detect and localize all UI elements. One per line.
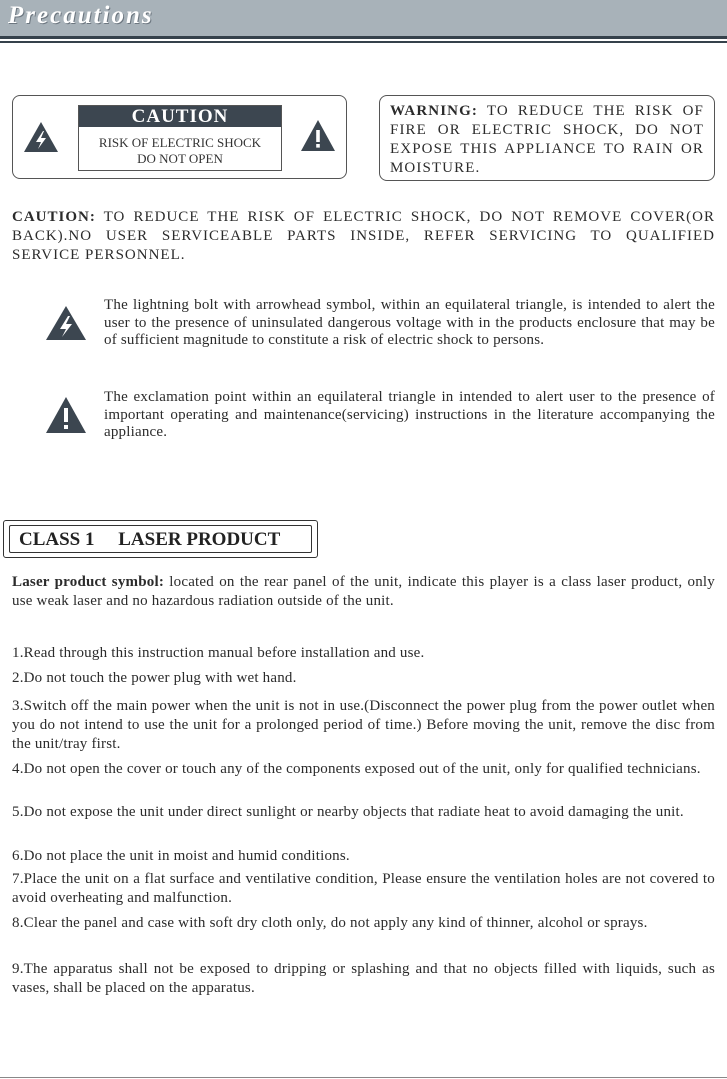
header-bar [0, 0, 727, 36]
caution-subtext [79, 135, 281, 167]
lightning-bolt-warning-icon [45, 305, 87, 341]
caution-line-2: DO NOT OPEN [137, 151, 223, 166]
caution-label [78, 105, 282, 171]
caution-notice-text: TO REDUCE THE RISK OF ELECTRIC SHOCK, DO NOT REMOVE COVER(OR BACK).NO USER SERVICEABLE PARTS INSIDE, REFER SERVICING TO QUALIFIED SERVICE PERSONNEL. [12, 209, 715, 263]
caution-notice [12, 208, 715, 265]
instruction-item: 7.Place the unit on a flat surface and ventilative condition, Please ensure the ventilation holes are not covered to avoid overheating and malfunction. [12, 871, 715, 906]
caution-notice-label: CAUTION: [12, 209, 96, 225]
header-divider [0, 36, 727, 39]
caution-label-box [12, 95, 347, 179]
lightning-symbol-description: The lightning bolt with arrowhead symbol, within an equilateral triangle, is intended to alert the user to the presence of uninsulated dangerous voltage with in the products enclosure that may be of sufficient magnitude to constitute a risk of electric shock to persons. [104, 297, 715, 348]
instruction-item: 2.Do not touch the power plug with wet hand. [12, 670, 297, 686]
laser-symbol-label: Laser product symbol: [12, 574, 165, 590]
laser-symbol-notice [12, 573, 715, 611]
instruction-item: 8.Clear the panel and case with soft dry cloth only, do not apply any kind of thinner, alcohol or sprays. [12, 915, 648, 931]
warning-text: TO REDUCE THE RISK OF FIRE OR ELECTRIC SHOCK, DO NOT EXPOSE THIS APPLIANCE TO RAIN OR MOISTURE. [390, 103, 704, 176]
exclamation-symbol-description: The exclamation point within an equilateral triangle in intended to alert user to the presence of important operating and maintenance(servicing) instructions in the literature accompanying the appliance. [104, 389, 715, 440]
instruction-item: 5.Do not expose the unit under direct sunlight or nearby objects that radiate heat to avoid damaging the unit. [12, 804, 684, 820]
laser-product-badge [3, 520, 318, 558]
exclamation-warning-icon [300, 119, 336, 152]
laser-symbol-text: located on the rear panel of the unit, indicate this player is a class laser product, only use weak laser and no hazardous radiation outside of the unit. [12, 574, 715, 609]
warning-box [379, 95, 715, 181]
caution-line-1: RISK OF ELECTRIC SHOCK [98, 135, 262, 150]
lightning-bolt-warning-icon [23, 121, 59, 153]
instruction-item: 1.Read through this instruction manual before installation and use. [12, 645, 425, 661]
caution-heading: CAUTION [79, 106, 281, 127]
footer-divider [0, 1077, 727, 1078]
instruction-item: 6.Do not place the unit in moist and humid conditions. [12, 848, 350, 864]
warning-label: WARNING: [390, 103, 478, 119]
instruction-item: 3.Switch off the main power when the unit is not in use.(Disconnect the power plug from the power outlet when you do not intend to use the unit for a prolonged period of time.) Before moving the unit, remove the disc from the unit/tray first. [12, 698, 715, 752]
page-title: Precautions [8, 2, 154, 29]
laser-product-badge-text: CLASS 1 LASER PRODUCT [9, 525, 312, 553]
header-divider [0, 41, 727, 43]
instruction-item: 9.The apparatus shall not be exposed to dripping or splashing and that no objects filled with liquids, such as vases, shall be placed on the apparatus. [12, 961, 715, 996]
instruction-item: 4.Do not open the cover or touch any of the components exposed out of the unit, only for qualified technicians. [12, 761, 701, 777]
exclamation-warning-icon [45, 396, 87, 434]
